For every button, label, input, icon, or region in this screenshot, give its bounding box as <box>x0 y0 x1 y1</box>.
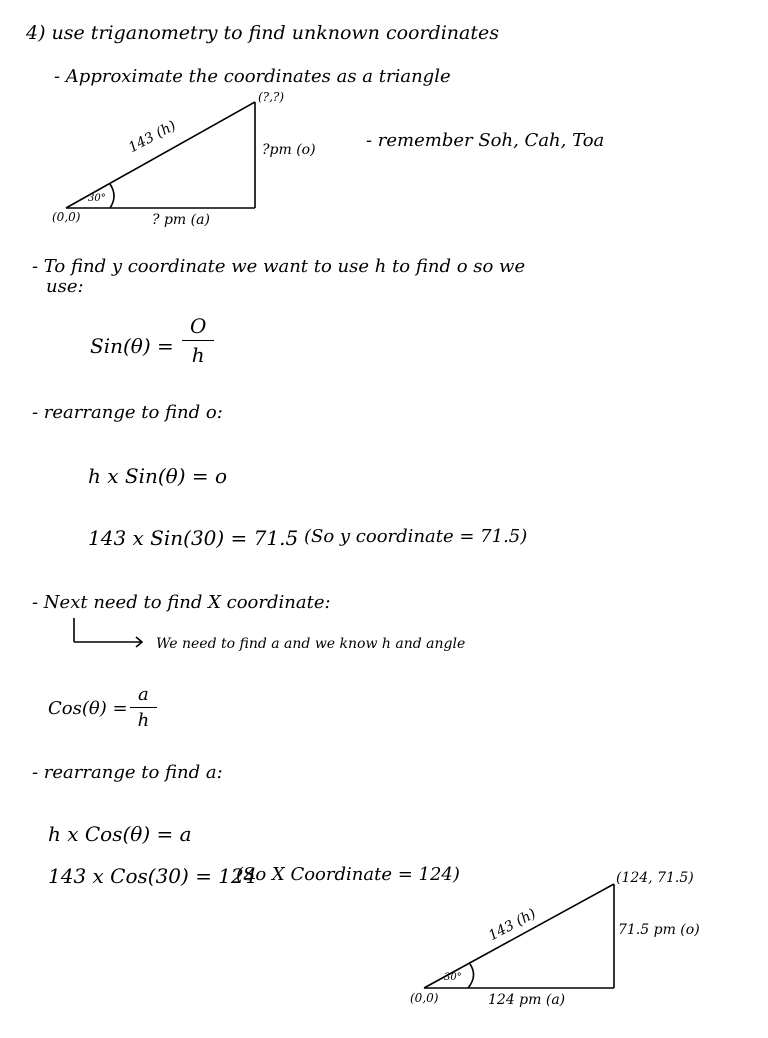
cos-denominator: h <box>137 710 150 731</box>
cos-formula-lhs: Cos(θ) = <box>48 698 128 719</box>
triangle-1-adj-label: ? pm (a) <box>152 212 210 228</box>
triangle-1-top-label: (?,?) <box>258 90 285 104</box>
heading: 4) use triganometry to find unknown coordinates <box>26 22 499 44</box>
next-x: - Next need to find X coordinate: <box>32 592 331 613</box>
triangle-2-angle-arc <box>468 964 474 988</box>
h-sin-equation: h x Sin(θ) = o <box>88 464 228 488</box>
rearrange-o: - rearrange to find o: <box>32 402 223 423</box>
sin-note: (So y coordinate = 71.5) <box>304 526 528 547</box>
arrow-note: We need to find a and we know h and angle <box>156 636 466 652</box>
triangle-2-origin-label: (0,0) <box>410 991 439 1005</box>
triangle-2-top-label: (124, 71.5) <box>616 870 694 886</box>
remember-note: - remember Soh, Cah, Toa <box>366 130 605 151</box>
step-approximate: - Approximate the coordinates as a triangle <box>54 66 451 87</box>
triangle-2-angle-label: 30° <box>444 972 462 983</box>
sin-fraction <box>182 314 214 367</box>
h-cos-equation: h x Cos(θ) = a <box>48 822 192 846</box>
triangle-1-hyp-label: 143 (h) <box>126 117 179 157</box>
find-y-line2: use: <box>46 276 84 297</box>
arrow <box>74 618 142 647</box>
triangle-2-hyp-label: 143 (h) <box>486 905 539 945</box>
triangle-2-opp-label: 71.5 pm (o) <box>618 922 700 938</box>
triangle-1-angle-label: 30° <box>88 193 106 204</box>
triangle-1-angle-arc <box>110 184 114 208</box>
cos-fraction <box>130 684 157 731</box>
cos-calculation: 143 x Cos(30) = 124 <box>48 864 257 888</box>
rearrange-a: - rearrange to find a: <box>32 762 223 783</box>
cos-numerator: a <box>138 684 149 705</box>
sin-denominator: h <box>191 343 205 367</box>
triangle-1-origin-label: (0,0) <box>52 210 81 224</box>
sin-formula-lhs: Sin(θ) = <box>90 334 174 358</box>
sin-calculation: 143 x Sin(30) = 71.5 <box>88 526 299 550</box>
triangle-2-adj-label: 124 pm (a) <box>488 992 566 1008</box>
sin-numerator: O <box>190 314 207 338</box>
triangle-1-opp-label: ?pm (o) <box>262 142 316 158</box>
find-y-line1: - To find y coordinate we want to use h to find o so we <box>32 256 526 277</box>
cos-note: (So X Coordinate = 124) <box>236 864 460 885</box>
